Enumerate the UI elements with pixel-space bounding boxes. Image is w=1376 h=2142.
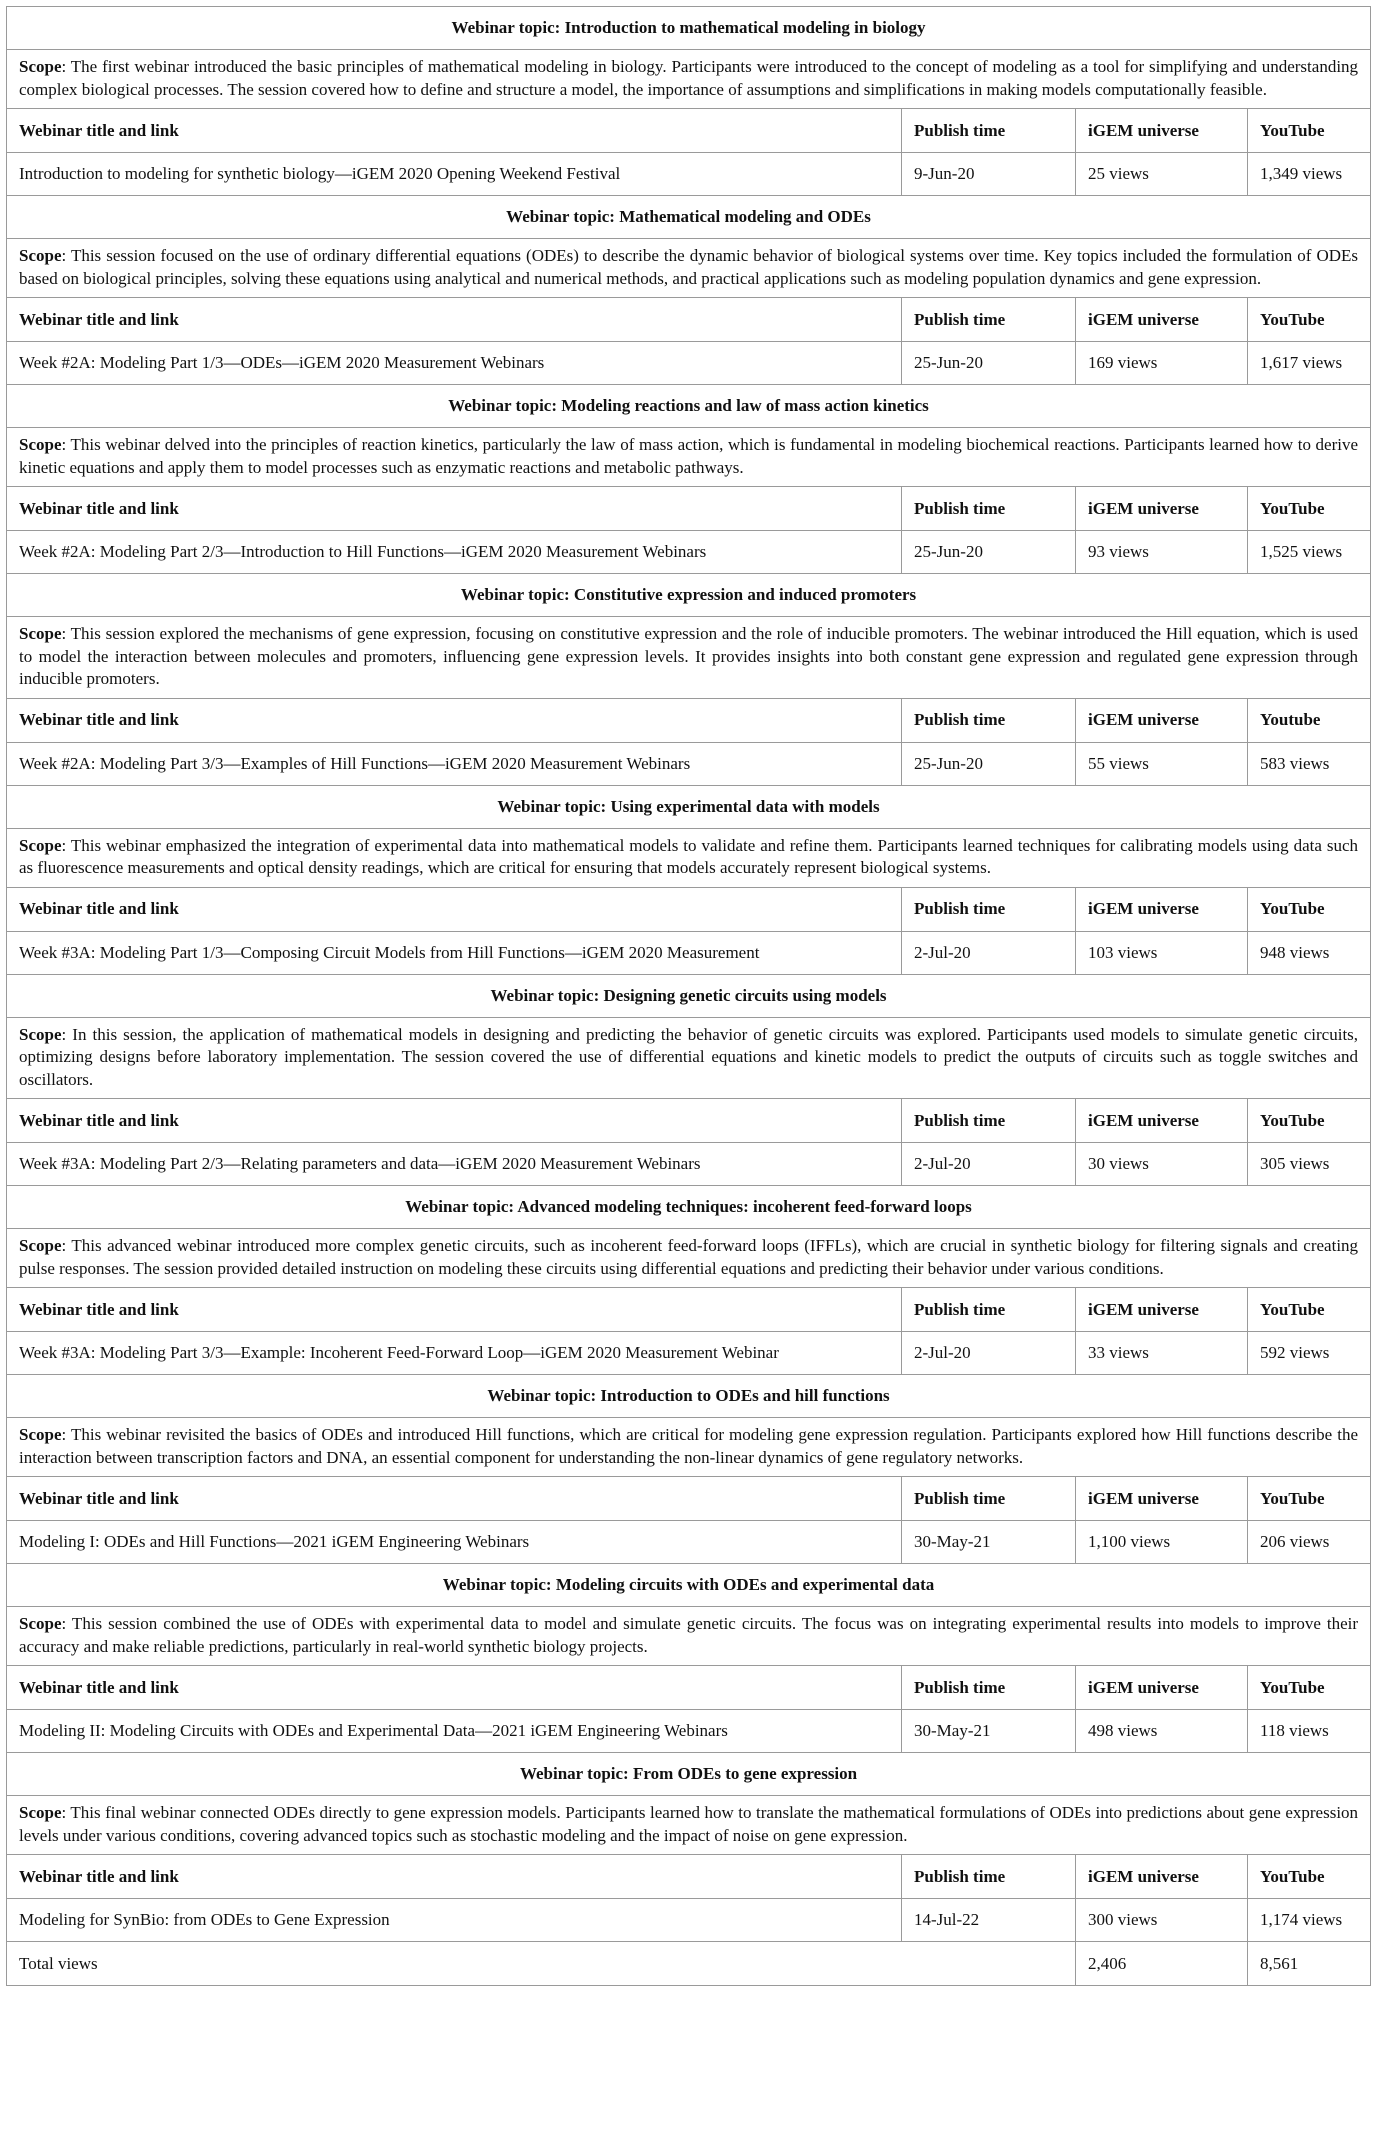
column-header-row	[7, 298, 1371, 342]
header-igem-universe: iGEM universe	[1076, 1855, 1248, 1899]
youtube-views: 206 views	[1248, 1521, 1371, 1564]
scope-row	[7, 617, 1371, 699]
column-header-row	[7, 1855, 1371, 1899]
column-header-row	[7, 698, 1371, 742]
igem-universe-views: 55 views	[1076, 742, 1248, 785]
topic-text: Designing genetic circuits using models	[603, 985, 887, 1005]
scope-cell	[7, 1418, 1371, 1477]
webinar-row	[7, 742, 1371, 785]
topic-prefix: Webinar topic:	[487, 1386, 597, 1405]
header-title-link: Webinar title and link	[7, 1288, 902, 1332]
total-row	[7, 1942, 1371, 1986]
topic-row	[7, 974, 1371, 1017]
topic-prefix: Webinar topic:	[405, 1197, 515, 1216]
publish-time: 9-Jun-20	[902, 153, 1076, 196]
igem-universe-views: 169 views	[1076, 342, 1248, 385]
youtube-views: 1,174 views	[1248, 1899, 1371, 1942]
topic-row	[7, 7, 1371, 50]
header-youtube: YouTube	[1248, 298, 1371, 342]
igem-universe-views: 30 views	[1076, 1143, 1248, 1186]
scope-row	[7, 1607, 1371, 1666]
youtube-views: 1,617 views	[1248, 342, 1371, 385]
header-title-link: Webinar title and link	[7, 1099, 902, 1143]
scope-cell	[7, 50, 1371, 109]
header-publish-time: Publish time	[902, 298, 1076, 342]
igem-universe-views: 103 views	[1076, 931, 1248, 974]
publish-time: 14-Jul-22	[902, 1899, 1076, 1942]
webinar-row	[7, 1332, 1371, 1375]
header-title-link: Webinar title and link	[7, 1855, 902, 1899]
scope-text: : This advanced webinar introduced more complex genetic circuits, such as incoherent feed-forward loops (IFFLs), which are crucial in synthetic biology for filtering signals and creating pulse responses. The session provided detailed instruction on modeling these circuits using differential equations and predicting their behavior under various conditions.	[19, 1236, 1359, 1278]
header-igem-universe: iGEM universe	[1076, 698, 1248, 742]
total-igem: 2,406	[1076, 1942, 1248, 1986]
scope-text: : This session combined the use of ODEs with experimental data to model and simulate genetic circuits. The focus was on integrating experimental results into models to improve their accuracy and make reliable predictions, particularly in real-world synthetic biology projects.	[19, 1614, 1359, 1656]
scope-cell	[7, 239, 1371, 298]
webinar-row	[7, 342, 1371, 385]
header-igem-universe: iGEM universe	[1076, 1099, 1248, 1143]
publish-time: 30-May-21	[902, 1710, 1076, 1753]
header-youtube: YouTube	[1248, 109, 1371, 153]
scope-row	[7, 828, 1371, 887]
webinar-title-link[interactable]: Week #2A: Modeling Part 1/3—ODEs—iGEM 2020 Measurement Webinars	[7, 342, 902, 385]
topic-heading	[7, 1753, 1371, 1796]
header-igem-universe: iGEM universe	[1076, 1477, 1248, 1521]
scope-label: Scope	[19, 624, 62, 643]
header-title-link: Webinar title and link	[7, 887, 902, 931]
topic-prefix: Webinar topic:	[490, 985, 600, 1005]
topic-text: Constitutive expression and induced promoters	[573, 585, 917, 604]
header-youtube: YouTube	[1248, 1666, 1371, 1710]
publish-time: 30-May-21	[902, 1521, 1076, 1564]
header-publish-time: Publish time	[902, 1477, 1076, 1521]
topic-prefix: Webinar topic:	[519, 1764, 629, 1783]
webinar-row	[7, 1521, 1371, 1564]
youtube-views: 948 views	[1248, 931, 1371, 974]
webinar-table	[6, 6, 1371, 1986]
topic-text: Using experimental data with models	[610, 796, 880, 816]
webinar-title-link[interactable]: Week #2A: Modeling Part 2/3—Introduction to Hill Functions—iGEM 2020 Measurement Webinars	[7, 531, 902, 574]
header-title-link: Webinar title and link	[7, 298, 902, 342]
topic-prefix: Webinar topic:	[460, 585, 570, 604]
header-title-link: Webinar title and link	[7, 1477, 902, 1521]
scope-row	[7, 1229, 1371, 1288]
topic-prefix: Webinar topic:	[442, 1575, 552, 1594]
webinar-row	[7, 531, 1371, 574]
scope-text: : This webinar delved into the principles of reaction kinetics, particularly the law of mass action, which is fundamental in modeling biochemical reactions. Participants learned how to derive kinetic equations and apply them to model processes such as enzymatic reactions and metabolic pathways.	[19, 435, 1359, 477]
igem-universe-views: 25 views	[1076, 153, 1248, 196]
webinar-title-link[interactable]: Week #3A: Modeling Part 1/3—Composing Circuit Models from Hill Functions—iGEM 2020 Measurement	[7, 931, 902, 974]
topic-row	[7, 1753, 1371, 1796]
topic-row	[7, 1186, 1371, 1229]
topic-heading	[7, 785, 1371, 828]
scope-text: : The first webinar introduced the basic principles of mathematical modeling in biology. Participants were introduced to the concept of modeling as a tool for simplifying and understanding complex biological processes. The session covered how to define and structure a model, the importance of assumptions and simplifications in making models computationally feasible.	[19, 57, 1359, 99]
topic-heading	[7, 574, 1371, 617]
column-header-row	[7, 1288, 1371, 1332]
topic-text: From ODEs to gene expression	[632, 1764, 858, 1783]
topic-text: Mathematical modeling and ODEs	[619, 207, 871, 226]
scope-label: Scope	[19, 57, 62, 76]
scope-label: Scope	[19, 1425, 62, 1444]
scope-text: : In this session, the application of mathematical models in designing and predicting the behavior of genetic circuits was explored. Participants used models to simulate genetic circuits, optimizing designs before laboratory implementation. The session covered the use of differential equations and kinetic models to predict the outputs of circuits such as toggle switches and oscillators.	[19, 1024, 1359, 1089]
scope-text: : This webinar revisited the basics of ODEs and introduced Hill functions, which are critical for modeling gene expression regulation. Participants explored how Hill functions describe the interaction between transcription factors and DNA, an essential component for understanding the non-linear dynamics of gene regulatory networks.	[19, 1425, 1359, 1467]
topic-text: Advanced modeling techniques: incoherent feed-forward loops	[517, 1197, 972, 1216]
header-youtube: YouTube	[1248, 887, 1371, 931]
webinar-title-link[interactable]: Modeling II: Modeling Circuits with ODEs and Experimental Data—2021 iGEM Engineering Webinars	[7, 1710, 902, 1753]
header-igem-universe: iGEM universe	[1076, 887, 1248, 931]
header-youtube: YouTube	[1248, 1855, 1371, 1899]
topic-heading	[7, 1186, 1371, 1229]
header-igem-universe: iGEM universe	[1076, 298, 1248, 342]
header-igem-universe: iGEM universe	[1076, 1666, 1248, 1710]
topic-heading	[7, 1375, 1371, 1418]
publish-time: 2-Jul-20	[902, 931, 1076, 974]
webinar-title-link[interactable]: Modeling for SynBio: from ODEs to Gene Expression	[7, 1899, 902, 1942]
webinar-row	[7, 153, 1371, 196]
topic-heading	[7, 1564, 1371, 1607]
scope-text: : This session explored the mechanisms of gene expression, focusing on constitutive expression and the role of inducible promoters. The webinar introduced the Hill equation, which is used to model the interaction between molecules and promoters, influencing gene expression levels. It provides insights into both constant gene expression and regulated gene expression through inducible promoters.	[19, 624, 1359, 688]
topic-row	[7, 1375, 1371, 1418]
publish-time: 25-Jun-20	[902, 742, 1076, 785]
header-publish-time: Publish time	[902, 1099, 1076, 1143]
scope-label: Scope	[19, 1803, 62, 1822]
column-header-row	[7, 887, 1371, 931]
column-header-row	[7, 1666, 1371, 1710]
webinar-row	[7, 1899, 1371, 1942]
scope-cell	[7, 1017, 1371, 1099]
scope-row	[7, 1017, 1371, 1099]
topic-text: Introduction to ODEs and hill functions	[600, 1386, 890, 1405]
webinar-row	[7, 1143, 1371, 1186]
column-header-row	[7, 1477, 1371, 1521]
scope-cell	[7, 428, 1371, 487]
scope-cell	[7, 828, 1371, 887]
webinar-table-body	[7, 7, 1371, 1986]
publish-time: 2-Jul-20	[902, 1332, 1076, 1375]
scope-row	[7, 1418, 1371, 1477]
webinar-title-link[interactable]: Modeling I: ODEs and Hill Functions—2021 iGEM Engineering Webinars	[7, 1521, 902, 1564]
topic-row	[7, 1564, 1371, 1607]
header-publish-time: Publish time	[902, 109, 1076, 153]
youtube-views: 592 views	[1248, 1332, 1371, 1375]
scope-label: Scope	[19, 1614, 62, 1633]
scope-label: Scope	[19, 1024, 62, 1044]
header-title-link: Webinar title and link	[7, 1666, 902, 1710]
igem-universe-views: 33 views	[1076, 1332, 1248, 1375]
topic-row	[7, 574, 1371, 617]
topic-heading	[7, 7, 1371, 50]
scope-label: Scope	[19, 435, 62, 454]
topic-heading	[7, 385, 1371, 428]
scope-label: Scope	[19, 246, 62, 265]
scope-text: : This session focused on the use of ordinary differential equations (ODEs) to describe the dynamic behavior of biological systems over time. Key topics included the formulation of ODEs based on biological principles, solving these equations using analytical and numerical methods, and practical applications such as modeling population dynamics and gene expression.	[19, 246, 1359, 288]
column-header-row	[7, 1099, 1371, 1143]
scope-row	[7, 428, 1371, 487]
header-publish-time: Publish time	[902, 1288, 1076, 1332]
webinar-row	[7, 931, 1371, 974]
header-publish-time: Publish time	[902, 1666, 1076, 1710]
scope-row	[7, 50, 1371, 109]
topic-prefix: Webinar topic:	[506, 207, 615, 226]
scope-row	[7, 239, 1371, 298]
topic-prefix: Webinar topic:	[451, 18, 561, 37]
column-header-row	[7, 109, 1371, 153]
header-igem-universe: iGEM universe	[1076, 109, 1248, 153]
header-publish-time: Publish time	[902, 887, 1076, 931]
scope-label: Scope	[19, 835, 62, 855]
scope-cell	[7, 1229, 1371, 1288]
topic-text: Introduction to mathematical modeling in biology	[564, 18, 926, 37]
header-youtube: YouTube	[1248, 1099, 1371, 1143]
youtube-views: 1,525 views	[1248, 531, 1371, 574]
youtube-views: 1,349 views	[1248, 153, 1371, 196]
scope-text: : This final webinar connected ODEs directly to gene expression models. Participants learned how to translate the mathematical formulations of ODEs into predictions about gene expression levels under various conditions, covering advanced topics such as stochastic modeling and the impact of noise on gene expression.	[19, 1803, 1359, 1845]
youtube-views: 583 views	[1248, 742, 1371, 785]
topic-prefix: Webinar topic:	[497, 796, 607, 816]
webinar-title-link[interactable]: Week #3A: Modeling Part 2/3—Relating parameters and data—iGEM 2020 Measurement Webinars	[7, 1143, 902, 1186]
header-title-link: Webinar title and link	[7, 698, 902, 742]
header-igem-universe: iGEM universe	[1076, 1288, 1248, 1332]
header-title-link: Webinar title and link	[7, 487, 902, 531]
scope-text: : This webinar emphasized the integration of experimental data into mathematical models to validate and refine them. Participants learned techniques for calibrating models using data such as fluorescence measurements and optical density readings, which are critical for ensuring that models accurately represent biological systems.	[19, 835, 1359, 877]
total-label: Total views	[7, 1942, 1076, 1986]
publish-time: 2-Jul-20	[902, 1143, 1076, 1186]
igem-universe-views: 300 views	[1076, 1899, 1248, 1942]
topic-row	[7, 785, 1371, 828]
publish-time: 25-Jun-20	[902, 342, 1076, 385]
header-youtube: Youtube	[1248, 698, 1371, 742]
topic-text: Modeling circuits with ODEs and experimental data	[555, 1575, 935, 1594]
topic-prefix: Webinar topic:	[448, 396, 557, 415]
scope-cell	[7, 1796, 1371, 1855]
header-youtube: YouTube	[1248, 487, 1371, 531]
header-youtube: YouTube	[1248, 1477, 1371, 1521]
scope-cell	[7, 617, 1371, 699]
topic-heading	[7, 974, 1371, 1017]
header-title-link: Webinar title and link	[7, 109, 902, 153]
youtube-views: 305 views	[1248, 1143, 1371, 1186]
youtube-views: 118 views	[1248, 1710, 1371, 1753]
igem-universe-views: 1,100 views	[1076, 1521, 1248, 1564]
publish-time: 25-Jun-20	[902, 531, 1076, 574]
scope-label: Scope	[19, 1236, 62, 1255]
header-youtube: YouTube	[1248, 1288, 1371, 1332]
scope-cell	[7, 1607, 1371, 1666]
webinar-title-link[interactable]: Week #3A: Modeling Part 3/3—Example: Incoherent Feed-Forward Loop—iGEM 2020 Measurement Webinar	[7, 1332, 902, 1375]
webinar-row	[7, 1710, 1371, 1753]
igem-universe-views: 498 views	[1076, 1710, 1248, 1753]
scope-row	[7, 1796, 1371, 1855]
igem-universe-views: 93 views	[1076, 531, 1248, 574]
header-publish-time: Publish time	[902, 698, 1076, 742]
header-publish-time: Publish time	[902, 487, 1076, 531]
webinar-title-link[interactable]: Introduction to modeling for synthetic biology—iGEM 2020 Opening Weekend Festival	[7, 153, 902, 196]
column-header-row	[7, 487, 1371, 531]
topic-heading	[7, 196, 1371, 239]
topic-row	[7, 196, 1371, 239]
total-youtube: 8,561	[1248, 1942, 1371, 1986]
webinar-title-link[interactable]: Week #2A: Modeling Part 3/3—Examples of Hill Functions—iGEM 2020 Measurement Webinars	[7, 742, 902, 785]
topic-row	[7, 385, 1371, 428]
header-igem-universe: iGEM universe	[1076, 487, 1248, 531]
topic-text: Modeling reactions and law of mass action kinetics	[561, 396, 929, 415]
header-publish-time: Publish time	[902, 1855, 1076, 1899]
